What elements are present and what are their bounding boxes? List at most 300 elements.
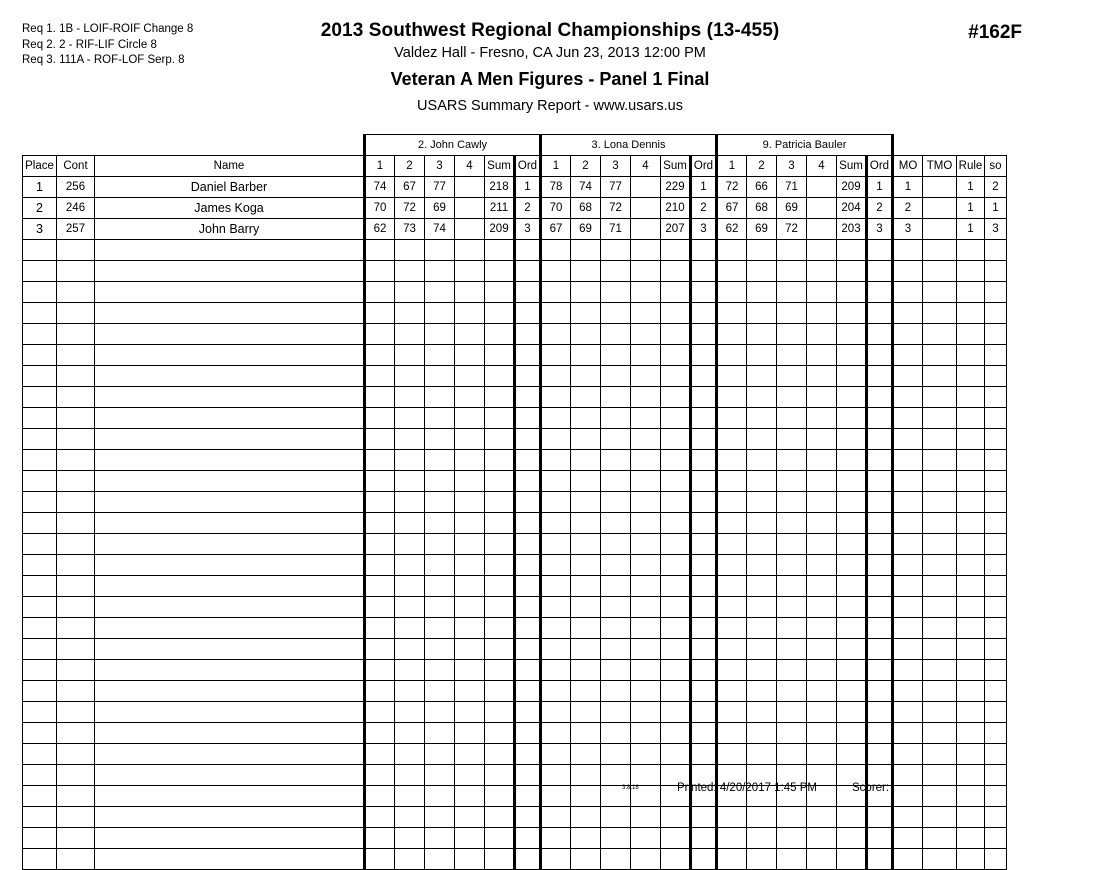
cell-tmo xyxy=(923,471,957,492)
panel-code: #162F xyxy=(968,22,1022,43)
cell-j3-s2 xyxy=(747,387,777,408)
header-cont: Cont xyxy=(57,156,95,177)
cell-j3-s3 xyxy=(777,849,807,870)
cell-j3-s3 xyxy=(777,744,807,765)
cell-j1-s3 xyxy=(425,303,455,324)
cell-j2-s3 xyxy=(601,597,631,618)
cell-j1-ord: 1 xyxy=(515,177,541,198)
cell-j1-ord xyxy=(515,324,541,345)
cell-j1-s2 xyxy=(395,345,425,366)
cell-j1-ord: 3 xyxy=(515,219,541,240)
cell-j3-sum xyxy=(837,681,867,702)
cell-j2-s3 xyxy=(601,702,631,723)
cell-place xyxy=(23,618,57,639)
table-row-empty xyxy=(23,366,1007,387)
cell-j2-s1 xyxy=(541,576,571,597)
cell-j3-ord xyxy=(867,618,893,639)
cell-rule xyxy=(957,492,985,513)
cell-j2-s2 xyxy=(571,450,601,471)
cell-j1-sum xyxy=(485,513,515,534)
cell-j1-ord xyxy=(515,597,541,618)
cell-j2-sum xyxy=(661,366,691,387)
cell-j2-sum xyxy=(661,723,691,744)
cell-j3-s2 xyxy=(747,492,777,513)
cell-j3-ord: 2 xyxy=(867,198,893,219)
table-row-empty xyxy=(23,513,1007,534)
cell-j2-s4 xyxy=(631,723,661,744)
cell-j2-sum: 210 xyxy=(661,198,691,219)
cell-j1-s1 xyxy=(365,324,395,345)
cell-j1-s3 xyxy=(425,408,455,429)
table-row-empty xyxy=(23,618,1007,639)
cell-cont xyxy=(57,660,95,681)
cell-j3-sum xyxy=(837,618,867,639)
cell-j2-ord xyxy=(691,450,717,471)
cell-j1-s3 xyxy=(425,597,455,618)
cell-j3-ord xyxy=(867,681,893,702)
cell-name xyxy=(95,387,365,408)
cell-j2-ord xyxy=(691,639,717,660)
header-j1-s2: 2 xyxy=(395,156,425,177)
table-row-empty xyxy=(23,324,1007,345)
cell-j3-s4 xyxy=(807,555,837,576)
cell-so xyxy=(985,282,1007,303)
cell-j2-s2 xyxy=(571,765,601,786)
cell-j2-ord xyxy=(691,828,717,849)
cell-j1-ord xyxy=(515,471,541,492)
cell-j1-s3 xyxy=(425,387,455,408)
cell-tmo xyxy=(923,408,957,429)
cell-j3-s1: 72 xyxy=(717,177,747,198)
cell-j3-sum xyxy=(837,324,867,345)
cell-j1-sum xyxy=(485,429,515,450)
cell-j2-s2 xyxy=(571,681,601,702)
cell-j2-s1 xyxy=(541,450,571,471)
cell-j3-s4 xyxy=(807,513,837,534)
cell-j3-ord xyxy=(867,408,893,429)
cell-j3-ord xyxy=(867,345,893,366)
cell-j3-s4 xyxy=(807,492,837,513)
cell-j3-sum xyxy=(837,366,867,387)
cell-j2-ord xyxy=(691,744,717,765)
cell-j2-s4 xyxy=(631,429,661,450)
header-j3-s1: 1 xyxy=(717,156,747,177)
cell-j2-ord xyxy=(691,702,717,723)
cell-place xyxy=(23,681,57,702)
cell-j3-ord xyxy=(867,639,893,660)
cell-j1-s1: 70 xyxy=(365,198,395,219)
cell-mo xyxy=(893,303,923,324)
cell-cont: 256 xyxy=(57,177,95,198)
cell-rule: 1 xyxy=(957,177,985,198)
cell-j2-sum xyxy=(661,681,691,702)
cell-tmo xyxy=(923,513,957,534)
cell-j2-sum xyxy=(661,639,691,660)
cell-j1-s3 xyxy=(425,849,455,870)
cell-j2-s2 xyxy=(571,807,601,828)
cell-j1-ord xyxy=(515,723,541,744)
cell-j2-s1 xyxy=(541,555,571,576)
cell-j3-s2 xyxy=(747,744,777,765)
cell-j2-s4 xyxy=(631,408,661,429)
cell-j2-ord xyxy=(691,849,717,870)
cell-j3-s1 xyxy=(717,660,747,681)
cell-j2-ord xyxy=(691,618,717,639)
header-place: Place xyxy=(23,156,57,177)
cell-j2-s1 xyxy=(541,807,571,828)
cell-j3-s3 xyxy=(777,261,807,282)
cell-mo xyxy=(893,828,923,849)
cell-rule xyxy=(957,660,985,681)
cell-place xyxy=(23,303,57,324)
cell-j3-s2 xyxy=(747,807,777,828)
footer-version-code: 3.8.18 xyxy=(622,785,639,791)
cell-so xyxy=(985,387,1007,408)
cell-name xyxy=(95,471,365,492)
judge-2-label: 3. Lona Dennis xyxy=(541,135,717,156)
cell-j3-s3 xyxy=(777,282,807,303)
cell-j1-s2 xyxy=(395,450,425,471)
cell-j3-s3 xyxy=(777,828,807,849)
cell-j2-s1: 70 xyxy=(541,198,571,219)
cell-cont xyxy=(57,807,95,828)
cell-j3-s3 xyxy=(777,639,807,660)
cell-j3-s1 xyxy=(717,387,747,408)
cell-j1-s1 xyxy=(365,534,395,555)
cell-j1-s3 xyxy=(425,786,455,807)
cell-j1-s4 xyxy=(455,408,485,429)
cell-j3-s1 xyxy=(717,639,747,660)
cell-j2-s3 xyxy=(601,471,631,492)
cell-j2-sum xyxy=(661,849,691,870)
cell-j1-s4 xyxy=(455,660,485,681)
cell-j2-s1 xyxy=(541,681,571,702)
table-row-empty xyxy=(23,702,1007,723)
cell-j3-s1 xyxy=(717,366,747,387)
cell-j3-ord xyxy=(867,597,893,618)
cell-mo xyxy=(893,534,923,555)
cell-j3-s2 xyxy=(747,618,777,639)
cell-j2-s4 xyxy=(631,303,661,324)
cell-j3-s2 xyxy=(747,324,777,345)
cell-j1-s3 xyxy=(425,723,455,744)
cell-j3-s2 xyxy=(747,534,777,555)
cell-j2-s1 xyxy=(541,303,571,324)
cell-j1-ord xyxy=(515,576,541,597)
table-row-empty xyxy=(23,744,1007,765)
cell-j3-s4 xyxy=(807,408,837,429)
cell-j1-s3 xyxy=(425,807,455,828)
cell-j1-s2 xyxy=(395,849,425,870)
cell-j2-s2 xyxy=(571,282,601,303)
cell-j1-sum xyxy=(485,660,515,681)
cell-tmo xyxy=(923,450,957,471)
cell-rule xyxy=(957,387,985,408)
cell-j2-s3 xyxy=(601,513,631,534)
cell-tmo xyxy=(923,765,957,786)
cell-name xyxy=(95,618,365,639)
cell-so xyxy=(985,240,1007,261)
cell-j2-s2 xyxy=(571,429,601,450)
cell-j2-ord xyxy=(691,513,717,534)
cell-place xyxy=(23,366,57,387)
cell-so xyxy=(985,765,1007,786)
cell-cont xyxy=(57,429,95,450)
cell-j1-s4 xyxy=(455,198,485,219)
cell-j3-sum xyxy=(837,261,867,282)
cell-so: 1 xyxy=(985,198,1007,219)
cell-j2-ord xyxy=(691,429,717,450)
cell-j2-s4 xyxy=(631,555,661,576)
cell-j2-ord xyxy=(691,282,717,303)
cell-j3-s2 xyxy=(747,450,777,471)
cell-j2-s1 xyxy=(541,828,571,849)
cell-j2-s4 xyxy=(631,513,661,534)
cell-tmo xyxy=(923,576,957,597)
cell-j1-ord xyxy=(515,492,541,513)
cell-place xyxy=(23,513,57,534)
cell-tmo xyxy=(923,534,957,555)
cell-j1-sum xyxy=(485,555,515,576)
cell-j1-s4 xyxy=(455,807,485,828)
cell-j2-sum xyxy=(661,576,691,597)
cell-j2-ord xyxy=(691,681,717,702)
header-rule: Rule xyxy=(957,156,985,177)
cell-cont xyxy=(57,576,95,597)
cell-so xyxy=(985,555,1007,576)
cell-place xyxy=(23,786,57,807)
cell-cont xyxy=(57,828,95,849)
cell-j1-s4 xyxy=(455,828,485,849)
header-j3-s2: 2 xyxy=(747,156,777,177)
cell-j3-s3 xyxy=(777,492,807,513)
table-row-empty xyxy=(23,849,1007,870)
cell-j2-sum xyxy=(661,534,691,555)
cell-cont xyxy=(57,366,95,387)
cell-j2-sum: 229 xyxy=(661,177,691,198)
cell-j1-s1 xyxy=(365,555,395,576)
cell-j3-sum xyxy=(837,702,867,723)
cell-j2-s3 xyxy=(601,429,631,450)
cell-j1-s3: 77 xyxy=(425,177,455,198)
cell-j1-s4 xyxy=(455,387,485,408)
cell-j2-s1 xyxy=(541,513,571,534)
cell-j1-ord: 2 xyxy=(515,198,541,219)
cell-j2-s3 xyxy=(601,765,631,786)
cell-j1-s3 xyxy=(425,681,455,702)
cell-j1-sum xyxy=(485,786,515,807)
cell-j1-sum xyxy=(485,702,515,723)
cell-j2-s1 xyxy=(541,345,571,366)
cell-mo xyxy=(893,513,923,534)
cell-name: James Koga xyxy=(95,198,365,219)
cell-name xyxy=(95,282,365,303)
cell-name xyxy=(95,324,365,345)
cell-so xyxy=(985,597,1007,618)
cell-j2-ord xyxy=(691,408,717,429)
cell-j1-s1 xyxy=(365,387,395,408)
cell-mo xyxy=(893,366,923,387)
cell-j1-s1 xyxy=(365,786,395,807)
cell-j2-s1 xyxy=(541,618,571,639)
cell-j3-ord xyxy=(867,471,893,492)
cell-rule xyxy=(957,261,985,282)
cell-j1-s1 xyxy=(365,471,395,492)
cell-j1-ord xyxy=(515,765,541,786)
cell-j1-s3: 74 xyxy=(425,219,455,240)
cell-j3-sum: 204 xyxy=(837,198,867,219)
cell-j1-s1 xyxy=(365,828,395,849)
cell-j2-ord xyxy=(691,345,717,366)
cell-tmo xyxy=(923,723,957,744)
cell-j2-s2 xyxy=(571,240,601,261)
cell-j3-s1 xyxy=(717,240,747,261)
cell-j1-s2 xyxy=(395,282,425,303)
cell-j3-s2 xyxy=(747,639,777,660)
cell-j1-ord xyxy=(515,450,541,471)
cell-j1-s3 xyxy=(425,639,455,660)
header-j2-s3: 3 xyxy=(601,156,631,177)
cell-j2-sum xyxy=(661,555,691,576)
cell-rule xyxy=(957,618,985,639)
cell-j1-s4 xyxy=(455,492,485,513)
cell-j2-s4 xyxy=(631,261,661,282)
cell-j2-s3 xyxy=(601,345,631,366)
table-row-empty xyxy=(23,555,1007,576)
cell-mo xyxy=(893,261,923,282)
table-row-empty xyxy=(23,303,1007,324)
cell-rule xyxy=(957,849,985,870)
cell-mo xyxy=(893,282,923,303)
cell-place: 1 xyxy=(23,177,57,198)
cell-j1-s2 xyxy=(395,408,425,429)
cell-j2-s2 xyxy=(571,723,601,744)
cell-j3-s1: 62 xyxy=(717,219,747,240)
table-row-empty xyxy=(23,576,1007,597)
cell-j2-s2 xyxy=(571,534,601,555)
cell-j3-s3: 71 xyxy=(777,177,807,198)
cell-j3-sum xyxy=(837,471,867,492)
cell-j3-s3 xyxy=(777,303,807,324)
cell-name xyxy=(95,681,365,702)
header-tmo: TMO xyxy=(923,156,957,177)
cell-j3-s3 xyxy=(777,702,807,723)
cell-tmo xyxy=(923,849,957,870)
table-row-empty xyxy=(23,345,1007,366)
results-table xyxy=(22,134,1007,870)
cell-j3-s1 xyxy=(717,345,747,366)
cell-j3-s2 xyxy=(747,429,777,450)
cell-j1-s4 xyxy=(455,723,485,744)
cell-mo: 1 xyxy=(893,177,923,198)
cell-j1-s3 xyxy=(425,702,455,723)
cell-j1-s4 xyxy=(455,786,485,807)
cell-j1-sum xyxy=(485,597,515,618)
cell-j1-s1 xyxy=(365,282,395,303)
table-row-empty xyxy=(23,597,1007,618)
judge-header-row xyxy=(23,135,1007,156)
cell-j1-s2 xyxy=(395,744,425,765)
table-row xyxy=(23,177,1007,198)
cell-j2-s3 xyxy=(601,324,631,345)
cell-j2-s2 xyxy=(571,744,601,765)
cell-mo xyxy=(893,408,923,429)
cell-j1-s2 xyxy=(395,828,425,849)
cell-j2-s3 xyxy=(601,723,631,744)
cell-j2-s1 xyxy=(541,366,571,387)
cell-rule xyxy=(957,513,985,534)
table-row-empty xyxy=(23,408,1007,429)
cell-j1-s1 xyxy=(365,618,395,639)
cell-place xyxy=(23,429,57,450)
cell-j2-ord xyxy=(691,303,717,324)
table-row-empty xyxy=(23,534,1007,555)
table-row-empty xyxy=(23,723,1007,744)
table-row-empty xyxy=(23,282,1007,303)
cell-j2-s1 xyxy=(541,408,571,429)
cell-name xyxy=(95,786,365,807)
cell-j3-s1 xyxy=(717,618,747,639)
cell-j3-s3 xyxy=(777,618,807,639)
cell-rule xyxy=(957,744,985,765)
cell-mo xyxy=(893,492,923,513)
cell-tmo xyxy=(923,681,957,702)
cell-rule xyxy=(957,828,985,849)
cell-j1-s1 xyxy=(365,450,395,471)
cell-place xyxy=(23,639,57,660)
spacer-cell xyxy=(985,135,1007,156)
cell-j2-s4 xyxy=(631,702,661,723)
cell-j2-s2: 68 xyxy=(571,198,601,219)
cell-j2-s2 xyxy=(571,513,601,534)
cell-j2-s1 xyxy=(541,261,571,282)
cell-j3-s3 xyxy=(777,597,807,618)
cell-place xyxy=(23,450,57,471)
cell-name: Daniel Barber xyxy=(95,177,365,198)
table-row-empty xyxy=(23,471,1007,492)
cell-rule xyxy=(957,576,985,597)
cell-name xyxy=(95,303,365,324)
cell-rule xyxy=(957,429,985,450)
cell-j1-s2 xyxy=(395,492,425,513)
cell-so xyxy=(985,618,1007,639)
cell-j1-s4 xyxy=(455,345,485,366)
cell-so xyxy=(985,345,1007,366)
cell-j1-s2 xyxy=(395,723,425,744)
cell-j1-ord xyxy=(515,681,541,702)
cell-rule xyxy=(957,324,985,345)
cell-j2-sum xyxy=(661,450,691,471)
cell-j2-s2: 69 xyxy=(571,219,601,240)
cell-j1-s1 xyxy=(365,807,395,828)
cell-j1-ord xyxy=(515,429,541,450)
cell-j1-ord xyxy=(515,282,541,303)
cell-j2-s3 xyxy=(601,618,631,639)
cell-j2-s4 xyxy=(631,744,661,765)
cell-j3-s1 xyxy=(717,576,747,597)
cell-cont xyxy=(57,849,95,870)
cell-j3-s1 xyxy=(717,303,747,324)
cell-j1-s4 xyxy=(455,597,485,618)
cell-tmo xyxy=(923,282,957,303)
header-j3-ord: Ord xyxy=(867,156,893,177)
cell-j1-ord xyxy=(515,387,541,408)
cell-j2-ord: 1 xyxy=(691,177,717,198)
cell-j2-s2 xyxy=(571,408,601,429)
cell-place xyxy=(23,849,57,870)
cell-j3-s4 xyxy=(807,660,837,681)
cell-tmo xyxy=(923,786,957,807)
